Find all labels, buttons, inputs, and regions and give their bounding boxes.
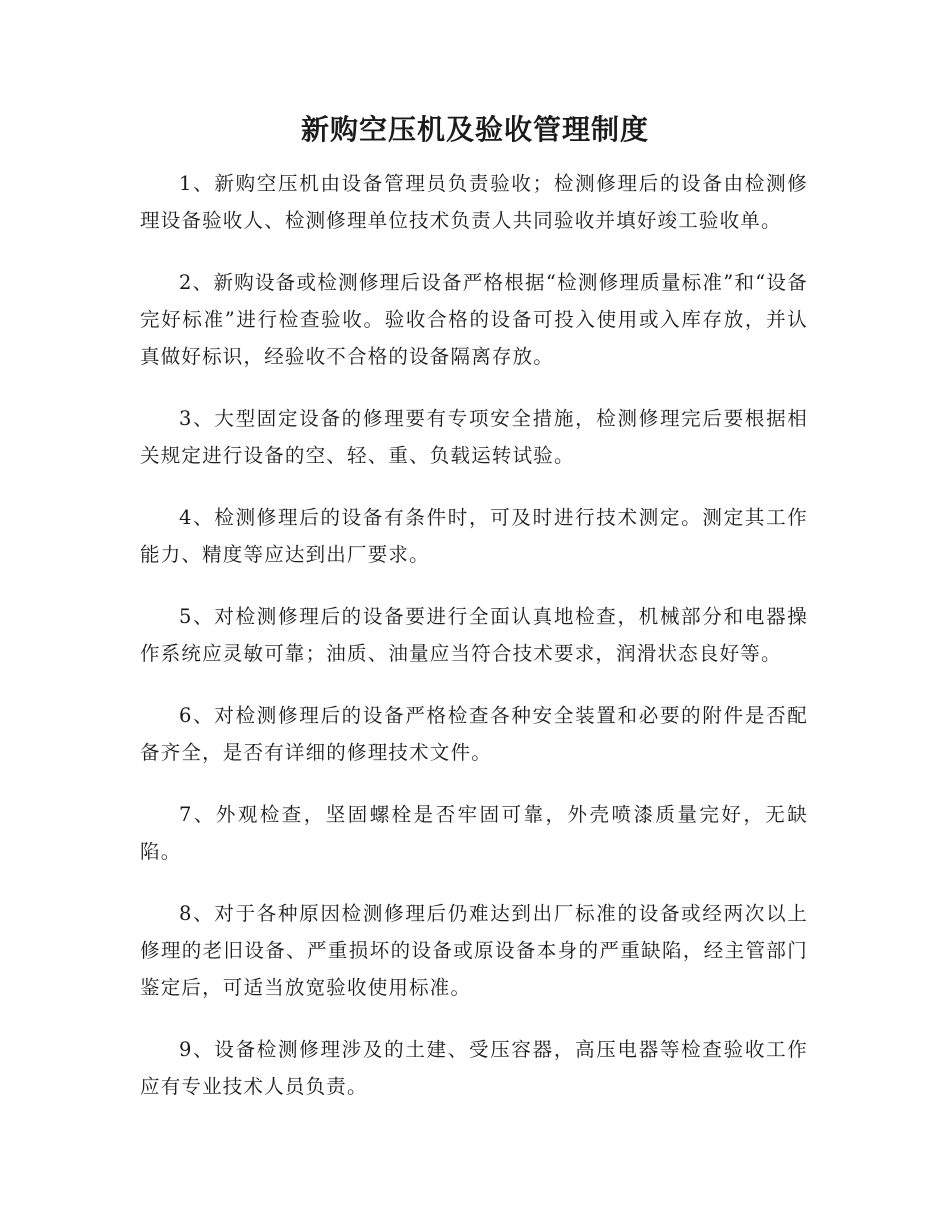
paragraph-5: 5、对检测修理后的设备要进行全面认真地检查，机械部分和电器操作系统应灵敏可靠；油质、油量应当符合技术要求，润滑状态良好等。 [140,605,808,665]
paragraph-3: 3、大型固定设备的修理要有专项安全措施，检测修理完后要根据相关规定进行设备的空、轻、重、负载运转试验。 [140,407,808,467]
paragraph-4: 4、检测修理后的设备有条件时，可及时进行技术测定。测定其工作能力、精度等应达到出厂要求。 [140,506,808,566]
paragraph-1: 1、新购空压机由设备管理员负责验收；检测修理后的设备由检测修理设备验收人、检测修理单位技术负责人共同验收并填好竣工验收单。 [140,172,808,232]
document-body [140,165,808,1130]
paragraph-7: 7、外观检查，坚固螺栓是否牢固可靠，外壳喷漆质量完好，无缺陷。 [140,803,808,863]
paragraph-6: 6、对检测修理后的设备严格检查各种安全装置和必要的附件是否配备齐全，是否有详细的修理技术文件。 [140,704,808,764]
paragraph-8: 8、对于各种原因检测修理后仍难达到出厂标准的设备或经两次以上修理的老旧设备、严重损坏的设备或原设备本身的严重缺陷，经主管部门鉴定后，可适当放宽验收使用标准。 [140,902,808,999]
paragraph-9: 9、设备检测修理涉及的土建、受压容器，高压电器等检查验收工作应有专业技术人员负责。 [140,1038,808,1098]
paragraph-2: 2、新购设备或检测修理后设备严格根据“检测修理质量标准”和“设备完好标准”进行检查验收。验收合格的设备可投入使用或入库存放，并认真做好标识，经验收不合格的设备隔离存放。 [140,271,808,368]
document-title: 新购空压机及验收管理制度 [300,113,649,146]
